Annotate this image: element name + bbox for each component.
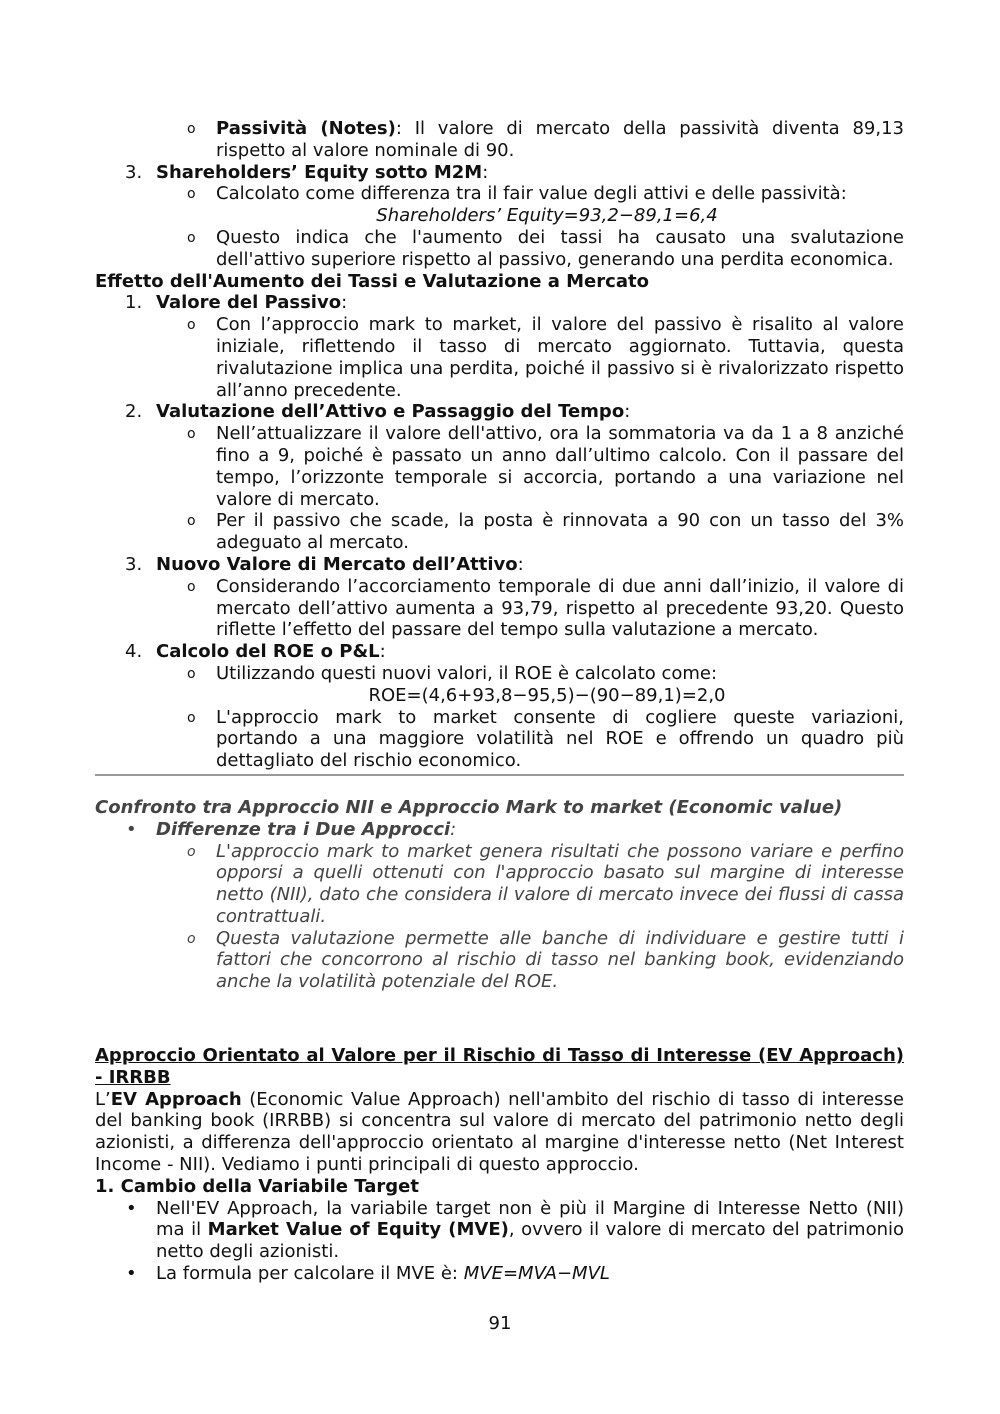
circle-bullet-icon: o	[187, 709, 196, 726]
sub-heading: 1. Cambio della Variabile Target	[95, 1175, 419, 1197]
item-number: 3.	[125, 161, 143, 183]
item-number: 3.	[125, 553, 143, 575]
item-number: 4.	[125, 641, 143, 663]
list-item	[95, 663, 904, 685]
formula: MVE=MVA−MVL	[463, 1263, 610, 1285]
paragraph: L’EV Approach (Economic Value Approach) nell'ambito del rischio di tasso di interesse del banking book (IRRBB) si concentra sul valore di mercato del patrimonio netto degli azionisti, a differenza dell'approccio orientato al margine d'interesse netto (Net Interest Income - NII). Vediamo i punti principali di questo approccio.	[95, 1088, 904, 1176]
circle-bullet-icon: o	[187, 121, 196, 137]
list-item	[95, 227, 904, 271]
numbered-item	[95, 401, 904, 423]
numbered-item	[95, 162, 904, 184]
list-item	[95, 510, 904, 554]
item-colon: :	[379, 641, 386, 663]
item-title: Differenze tra i Due Approcci	[156, 818, 451, 840]
circle-bullet-icon: o	[187, 665, 196, 682]
item-title: Shareholders’ Equity sotto M2M	[156, 161, 483, 183]
numbered-item	[95, 554, 904, 576]
item-title: Calcolo del ROE o P&L	[156, 641, 380, 663]
item-colon: :	[517, 553, 524, 575]
item-text: Con l’approccio mark to market, il valore del passivo è risalito al valore iniziale, riflettendo il tasso di mercato aggiornato. Tuttavia, questa rivalutazione implica una perdita, poiché il passivo si è rivalorizzato rispetto all’anno precedente.	[216, 314, 904, 401]
dot-bullet-icon: •	[126, 1263, 137, 1285]
item-text: Per il passivo che scade, la posta è rinnovata a 90 con un tasso del 3% adeguato al mercato.	[216, 510, 904, 554]
item-text: L'approccio mark to market consente di cogliere queste variazioni, portando a una maggiore volatilità nel ROE e offrendo un quadro più dettagliato del rischio economico.	[216, 706, 904, 772]
dot-bullet-icon: •	[126, 1197, 137, 1219]
item-colon: :	[482, 161, 489, 183]
list-item: • La formula per calcolare il MVE è: MVE=MVA−MVL	[126, 1263, 610, 1285]
list-item	[95, 423, 904, 510]
circle-bullet-icon: o	[187, 229, 196, 246]
divider	[95, 774, 904, 776]
list-item	[95, 314, 904, 401]
item-text: Considerando l’accorciamento temporale di due anni dall’inizio, il valore di mercato dell’attivo aumenta a 93,79, rispetto al precedente 93,20. Questo riflette l’effetto del passare del tempo sulla valutazione a mercato.	[216, 575, 904, 641]
list-item	[95, 928, 904, 993]
item-text: Calcolato come differenza tra il fair value degli attivi e delle passività:	[216, 183, 847, 205]
item-title: Valore del Passivo	[156, 292, 342, 314]
numbered-item	[95, 292, 904, 314]
formula: ROE=(4,6+93,8−95,5)−(90−89,1)=2,0	[368, 684, 726, 706]
circle-bullet-icon: o	[187, 578, 196, 595]
list-item	[95, 707, 904, 772]
circle-bullet-icon: o	[187, 930, 196, 947]
item-text: : Il valore di mercato della passività diventa 89,13 rispetto al valore nominale di 90.	[216, 118, 904, 161]
circle-bullet-icon: o	[187, 513, 196, 530]
item-text: Questo indica che l'aumento dei tassi ha causato una svalutazione dell'attivo superiore rispetto al passivo, generando una perdita economica.	[216, 226, 904, 270]
formula: Shareholders’ Equity=93,2−89,1=6,4	[376, 205, 718, 227]
list-item	[95, 841, 904, 928]
dot-bullet-icon: •	[126, 818, 137, 840]
item-title: Valutazione dell’Attivo e Passaggio del Tempo	[156, 401, 625, 423]
circle-bullet-icon: o	[187, 186, 196, 203]
item-title: Passività (Notes)	[216, 118, 396, 139]
item-text: L'approccio mark to market genera risultati che possono variare e perfino opporsi a quelli ottenuti con l'approccio basato sul margine di interesse netto (NII), dato che considera il valore di mercato invece dei flussi di cassa contrattuali.	[216, 840, 904, 927]
circle-bullet-icon: o	[187, 843, 196, 860]
item-colon: :	[341, 292, 348, 314]
item-text: Nell’attualizzare il valore dell'attivo, ora la sommatoria va da 1 a 8 anziché fino a 9, poiché è passato un anno dall’ultimo calcolo. Con il passare del tempo, l’orizzonte temporale si accorcia, portando a una variazione nel valore di mercato.	[216, 423, 904, 510]
list-item	[95, 819, 904, 841]
numbered-item	[95, 641, 904, 663]
page-number: 91	[488, 1313, 512, 1334]
page-content	[95, 118, 904, 1285]
item-text: Utilizzando questi nuovi valori, il ROE è calcolato come:	[216, 662, 718, 684]
list-item: • Nell'EV Approach, la variabile target non è più il Margine di Interesse Netto (NII) ma il Market Value of Equity (MVE), ovvero il valore di mercato del patrimonio netto degli azionisti.	[126, 1197, 905, 1263]
item-colon: :	[624, 401, 631, 423]
circle-bullet-icon: o	[187, 426, 196, 443]
circle-bullet-icon: o	[187, 317, 196, 334]
item-title: Nuovo Valore di Mercato dell’Attivo	[156, 553, 518, 575]
section-heading: Effetto dell'Aumento dei Tassi e Valutazione a Mercato	[95, 270, 649, 292]
item-text: Questa valutazione permette alle banche di individuare e gestire tutti i fattori che concorrono al rischio di tasso nel banking book, evidenziando anche la volatilità potenziale del ROE.	[216, 927, 904, 993]
item-number: 2.	[125, 401, 143, 423]
section-heading: Confronto tra Approccio NII e Approccio Mark to market (Economic value)	[95, 796, 843, 818]
section-heading: Approccio Orientato al Valore per il Rischio di Tasso di Interesse (EV Approach) - IRRBB	[95, 1045, 904, 1088]
list-item	[95, 576, 904, 641]
list-item	[95, 118, 904, 162]
item-colon: :	[450, 818, 457, 840]
item-number: 1.	[125, 292, 143, 314]
list-item	[95, 183, 904, 205]
